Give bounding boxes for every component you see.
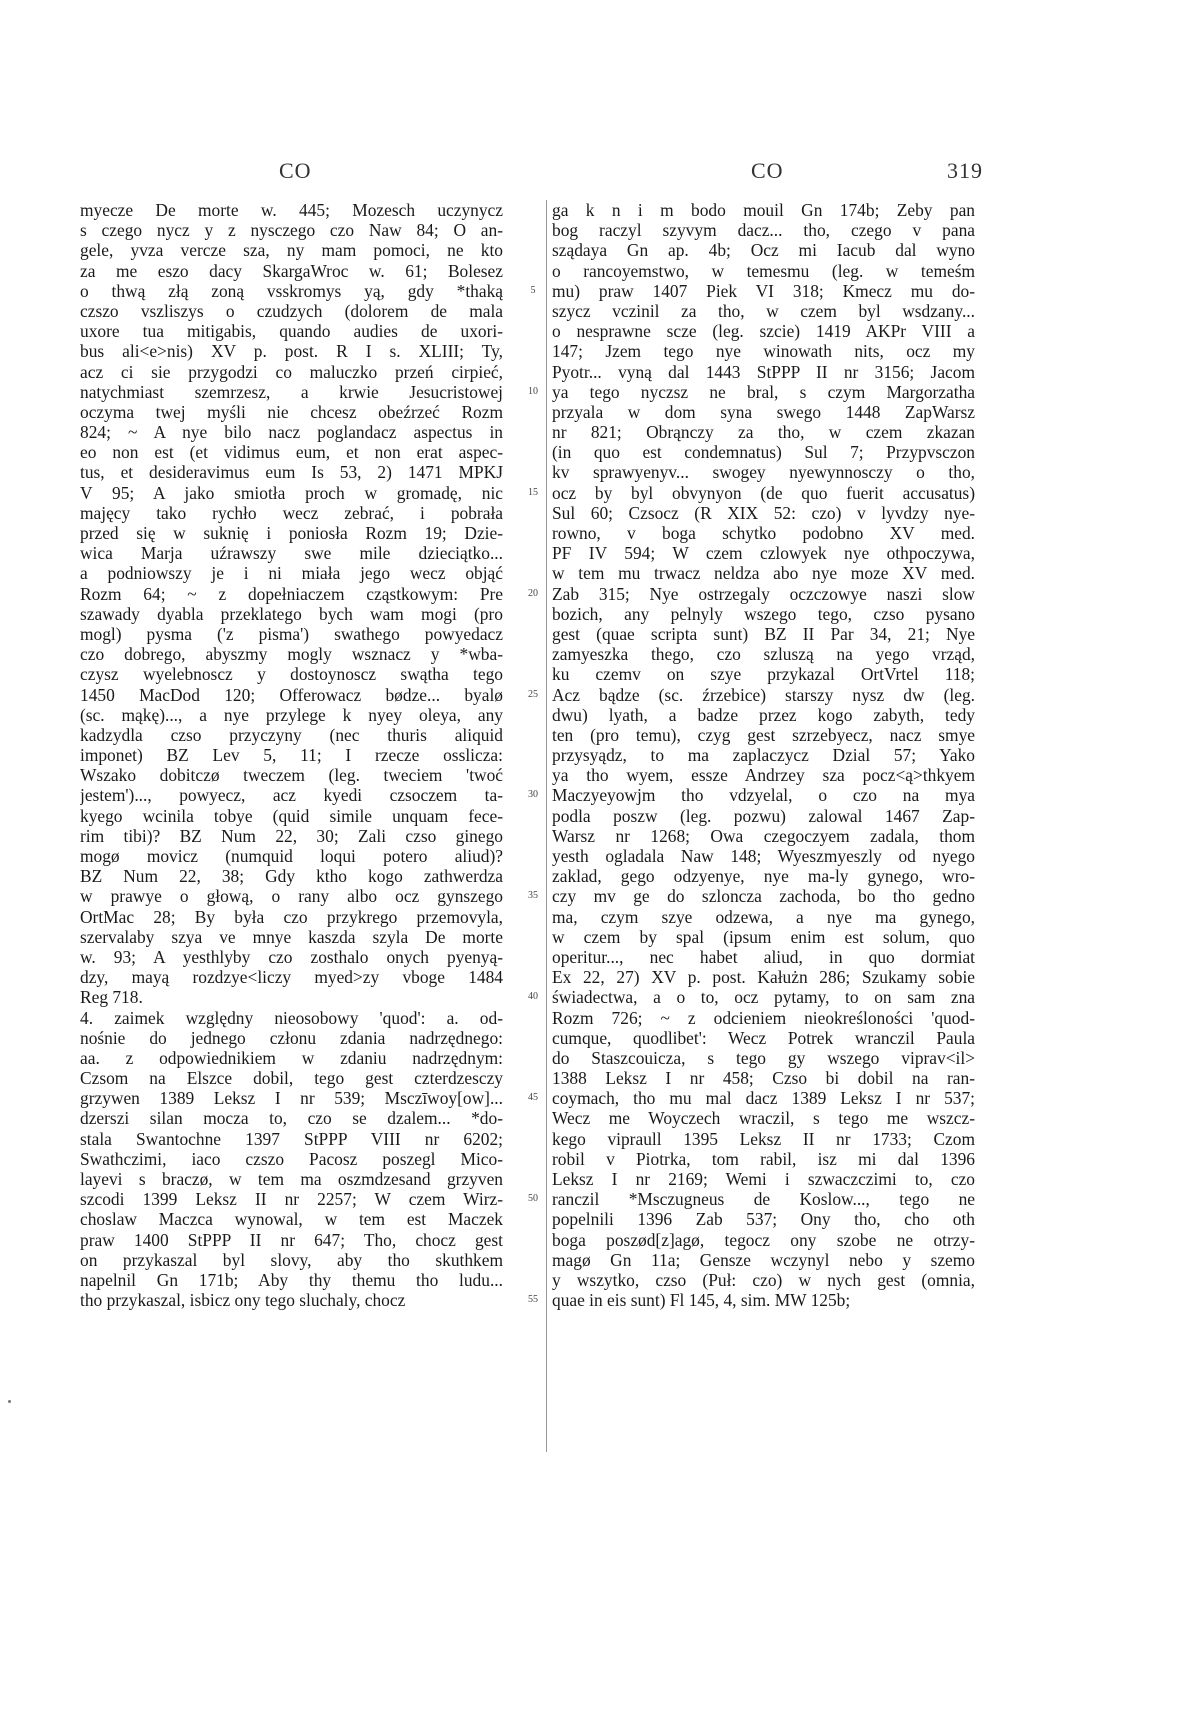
line-number: 20 (528, 587, 538, 599)
text-line: tho przykaszal, isbicz ony tego sluchaly, chocz (80, 1290, 406, 1311)
text-line: y wszytko, czso (Puł: czo) w nych gest (omnia, (552, 1269, 975, 1290)
text-line: Ex 22, 27) XV p. post. Kałużn 286; Szukamy sobie (552, 967, 975, 988)
text-line: Maczyeyowjm tho vdzyelal, o czo na mya (552, 785, 975, 806)
text-line: przysyądz, to ma zaplaczycz Dzial 57; Yako (552, 745, 975, 766)
text-line: o rancoyemstwo, w temesmu (leg. w temeśm (552, 260, 975, 281)
text-line: w czem by spal (ipsum enim est solum, quo (552, 926, 975, 947)
text-line: layevi s braczø, w tem ma oszmdzesand grzyven (80, 1169, 503, 1189)
line-number: 45 (528, 1092, 538, 1104)
text-line: natychmiast szemrzesz, a krwie Jesucristowej (80, 381, 503, 402)
text-line: 147; Jzem tego nye winowath nits, ocz my (552, 341, 975, 362)
right-column (552, 200, 975, 1310)
text-line: nr 821; Obrąnczy za tho, w czem zkazan (552, 422, 975, 443)
text-line: Warsz nr 1268; Owa czegoczyem zadala, thom (552, 825, 975, 846)
text-line: czszo vszliszys o czudzych (dolorem de mala (80, 300, 503, 321)
text-line: on przykaszal byl slovy, aby tho skuthkem (80, 1249, 503, 1270)
line-number: 5 (530, 284, 536, 296)
text-line: kego vipraull 1395 Leksz II nr 1733; Czom (552, 1128, 975, 1149)
text-line: za me eszo dacy SkargaWroc w. 61; Bolesez (80, 260, 503, 281)
text-line: s czego nycz y z nysczego czo Naw 84; O an- (80, 220, 503, 241)
text-line: myecze De morte w. 445; Mozesch uczynycz (80, 200, 503, 220)
text-line: kyego wcinila tobye (quid simile unquam fece- (80, 805, 503, 826)
text-line: Czsom na Elszce dobil, tego gest czterdzesczy (80, 1068, 503, 1089)
text-line: szawady dyabla przeklatego bych wam mogi (pro (80, 603, 503, 624)
text-line: wica Marja uźrawszy swe mile dzieciątko... (80, 543, 503, 564)
text-line: boga poszød[z]agø, tegocz ony szobe ne otrzy- (552, 1229, 975, 1250)
text-line: przed się w suknię i poniosła Rozm 19; Dzie- (80, 523, 503, 543)
text-line: oczyma twej myśli nie chcesz obeźrzeć Rozm (80, 401, 503, 422)
text-line: ya tego nyczsz ne bral, s czym Margorzatha (552, 381, 975, 402)
text-line: coymach, tho mu mal dacz 1389 Leksz I nr 537; (552, 1088, 975, 1109)
text-line: majęcy tako rychło wecz zebrać, i pobrała (80, 502, 503, 523)
text-line: imponet) BZ Lev 5, 11; I rzecze osslicza: (80, 745, 503, 766)
text-line: szcodi 1399 Leksz II nr 2257; W czem Wirz- (80, 1189, 503, 1210)
text-line: mogø movicz (numquid loqui potero aliud)? (80, 846, 503, 866)
text-line: dwu) lyath, a badze przez kogo zabyth, tedy (552, 704, 975, 725)
text-line: praw 1400 StPPP II nr 647; Tho, chocz gest (80, 1229, 503, 1250)
text-line: robil v Piotrka, tom rabil, isz mi dal 1396 (552, 1148, 975, 1169)
text-line: acz ci sie przygodzi co maluczko przeń cirpieć, (80, 361, 503, 382)
text-line: a podniowszy je i ni miała jego wecz objąć (80, 563, 503, 584)
text-line: czo dobrego, abyszmy mogly wsznacz y *wba- (80, 644, 503, 665)
text-line: operitur..., nec habet aliud, in quo dormiat (552, 946, 975, 967)
text-line: PF IV 594; W czem czlowyek nye othpoczywa, (552, 543, 975, 564)
text-line: Rozm 64; ~ z dopełniaczem cząstkowym: Pre (80, 583, 503, 604)
text-line: ten (pro temu), czyg gest szrzebyecz, nacz smye (552, 724, 975, 745)
line-number: 30 (528, 789, 538, 801)
text-line: ga k n i m bodo mouil Gn 174b; Zeby pan (552, 200, 975, 220)
text-line: 1388 Leksz I nr 458; Czso bi dobil na ran- (552, 1068, 975, 1089)
column-divider (546, 200, 547, 1452)
text-line: o nesprawne scze (leg. szcie) 1419 AKPr VIII a (552, 321, 975, 342)
text-line: czy mv ge do szloncza zachoda, bo tho gedno (552, 886, 975, 907)
text-line: choslaw Maczca wynowal, w tem est Maczek (80, 1209, 503, 1230)
text-line: zamyeszka thego, czo szluszą na yego vrząd, (552, 644, 975, 665)
text-line: quae in eis sunt) Fl 145, 4, sim. MW 125b; (552, 1290, 851, 1311)
text-line: aa. z odpowiednikiem w zdaniu nadrzędnym: (80, 1047, 503, 1068)
line-number-gutter (521, 200, 545, 1310)
text-line: cumque, quodlibet': Wecz Potrek wranczil Paula (552, 1027, 975, 1048)
text-line: czysz wyelebnoscz y dostoynoscz swątha tego (80, 664, 503, 685)
text-line: nośnie do jednego członu zdania nadrzędnego: (80, 1027, 503, 1048)
text-line: grzywen 1389 Leksz I nr 539; Msczīwoy[ow]... (80, 1088, 503, 1109)
text-line: Reg 718. (80, 987, 143, 1008)
text-line: Wszako dobitczø tweczem (leg. tweciem 'twoć (80, 765, 503, 786)
text-line: V 95; A jako smiotła proch w gromadę, nic (80, 482, 503, 503)
scan-speck (8, 1400, 11, 1403)
text-line: ma, czym szye odzewa, a nye ma gynego, (552, 906, 975, 927)
text-line: napelnil Gn 171b; Aby thy themu tho ludu... (80, 1269, 503, 1290)
text-line: do Staszcouicza, s tego gy wszego viprav<il> (552, 1047, 975, 1068)
text-line: Rozm 726; ~ z odcieniem nieokreśloności 'quod- (552, 1007, 975, 1028)
text-line: dzerszi silan mocza to, czo se dzalem... *do- (80, 1108, 503, 1129)
text-line: o thwą złą zoną vsskromys yą, gdy *thaką (80, 280, 503, 301)
text-line: popelnili 1396 Zab 537; Ony tho, cho oth (552, 1209, 975, 1230)
text-line: Leksz I nr 2169; Wemi i szwaczczimi to, czo (552, 1169, 975, 1189)
text-line: w. 93; A yesthlyby czo zosthalo onych pyenyą- (80, 946, 503, 967)
page-number: 319 (947, 158, 983, 183)
text-line: gele, yvza vercze sza, ny mam pomoci, ne kto (80, 240, 503, 261)
text-line: Sul 60; Czsocz (R XIX 52: czo) v lyvdzy nye- (552, 502, 975, 523)
text-line: ranczil *Msczugneus de Koslow..., tego ne (552, 1189, 975, 1210)
text-line: jestem')..., powyecz, acz kyedi czsoczem ta- (80, 785, 503, 806)
running-head-left: CO (279, 158, 312, 183)
text-line: eo non est (et vidimus eum, et non erat aspec- (80, 442, 503, 463)
text-line: szervalaby szya ve mnye kaszda szyla De morte (80, 926, 503, 947)
line-number: 15 (528, 486, 538, 498)
text-line: podla poszw (leg. pozwu) zalowal 1467 Zap- (552, 805, 975, 826)
text-line: uxore tua mitigabis, quando audies de uxori- (80, 321, 503, 342)
line-number: 50 (528, 1193, 538, 1205)
text-line: (in quo est condemnatus) Sul 7; Przypvsczon (552, 442, 975, 463)
text-line: mu) praw 1407 Piek VI 318; Kmecz mu do- (552, 280, 975, 301)
text-line: OrtMac 28; By była czo przykrego przemovyla, (80, 906, 503, 927)
left-column (80, 200, 503, 1310)
text-line: yesth ogladala Naw 148; Wyeszmyeszly od nyego (552, 846, 975, 866)
text-line: magø Gn 11a; Gensze wczynyl nebo y szemo (552, 1249, 975, 1270)
text-line: Acz bądze (sc. źrzebice) starszy nysz dw (leg. (552, 684, 975, 705)
text-line: w tem mu trwacz neldza abo nye moze XV med. (552, 563, 975, 584)
text-line: dzy, mayą rozdzye<liczy myed>zy vboge 1484 (80, 967, 503, 988)
text-line: ocz by byl obvynyon (de quo fuerit accusatus) (552, 482, 975, 503)
text-line: kv sprawyenyv... swogey nyewynnosczy o tho, (552, 462, 975, 483)
text-line: 824; ~ A nye bilo nacz poglandacz aspectus in (80, 422, 503, 443)
text-line: tus, et desideravimus eum Is 53, 2) 1471 MPKJ (80, 462, 503, 483)
text-line: zaklad, gego odzyenye, nye ma-ly gynego, wro- (552, 866, 975, 887)
text-line: kadzydla czso przyczyny (nec thuris aliquid (80, 724, 503, 745)
text-line: rowno, v boga schytko podobno XV med. (552, 523, 975, 543)
line-number: 55 (528, 1294, 538, 1306)
running-head-center: CO (751, 158, 784, 183)
line-number: 35 (528, 890, 538, 902)
text-line: ya tho wyem, essze Andrzey sza pocz<ą>thkyem (552, 765, 975, 786)
line-number: 40 (528, 991, 538, 1003)
text-line: w prawye o głową, o rany albo ocz gynszego (80, 886, 503, 907)
text-line: Wecz me Woyczech wraczil, s tego me wszcz- (552, 1108, 975, 1129)
text-line: Swathczimi, iaco czszo Pacosz poszegl Mico- (80, 1148, 503, 1169)
text-line: mogl) pysma ('z pisma') swathego powyedacz (80, 623, 503, 644)
text-line: sządaya Gn ap. 4b; Ocz mi Iacub dal wyno (552, 240, 975, 261)
text-line: stala Swantochne 1397 StPPP VIII nr 6202; (80, 1128, 503, 1149)
text-line: BZ Num 22, 38; Gdy ktho kogo zathwerdza (80, 866, 503, 887)
text-line: gest (quae scripta sunt) BZ II Par 34, 21; Nye (552, 623, 975, 644)
line-number: 10 (528, 385, 538, 397)
text-line: 1450 MacDod 120; Offerowacz bødze... byalø (80, 684, 503, 705)
text-line: świadectwa, a o to, ocz pytamy, to on sam zna (552, 987, 975, 1008)
text-line: Pyotr... vyną dal 1443 StPPP II nr 3156; Jacom (552, 361, 975, 382)
text-line: Zab 315; Nye ostrzegaly oczczowye naszi slow (552, 583, 975, 604)
text-line: rim tibi)? BZ Num 22, 30; Zali czso ginego (80, 825, 503, 846)
text-line: bog raczyl szyvym dacz... tho, czego v pana (552, 220, 975, 241)
text-line: 4. zaimek względny nieosobowy 'quod': a. od- (80, 1007, 503, 1028)
text-line: przyala w dom syna swego 1448 ZapWarsz (552, 401, 975, 422)
text-line: bozich, any pelnyly wszego tego, czso pysano (552, 603, 975, 624)
text-line: (sc. mąkę)..., a nye przylege k nyey oleya, any (80, 704, 503, 725)
line-number: 25 (528, 688, 538, 700)
text-line: szycz vczinil za tho, w czem byl wsdzany... (552, 300, 975, 321)
text-line: ku czemv on szye przykazal OrtVrtel 118; (552, 664, 975, 685)
text-line: bus ali<e>nis) XV p. post. R I s. XLIII; Ty, (80, 341, 503, 362)
